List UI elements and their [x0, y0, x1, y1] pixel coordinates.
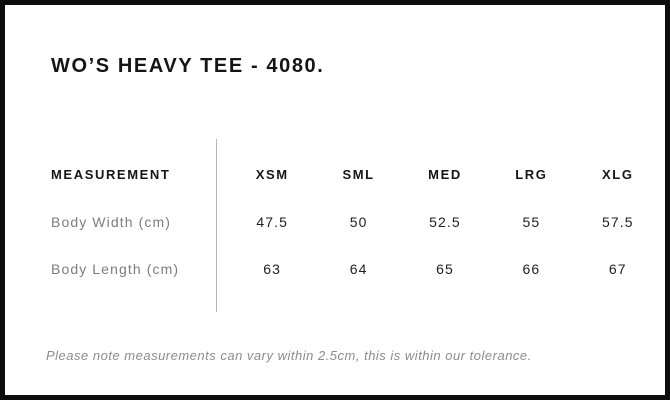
size-header-xsm: XSM: [255, 167, 289, 182]
body-length-lrg: 66: [522, 260, 541, 277]
row-label-body-width: Body Width (cm): [51, 213, 171, 230]
size-header-med: MED: [428, 167, 462, 182]
measurement-column-header: MEASUREMENT: [51, 167, 171, 182]
size-header-sml: SML: [342, 167, 375, 182]
body-width-med: 52.5: [429, 213, 461, 230]
body-width-sml: 50: [349, 213, 368, 230]
body-width-xsm: 47.5: [256, 213, 289, 230]
body-length-xlg: 67: [608, 260, 627, 277]
body-width-xlg: 57.5: [601, 213, 634, 230]
body-length-med: 65: [436, 260, 454, 277]
size-header-xlg: XLG: [602, 167, 634, 182]
tolerance-note: Please note measurements can vary within 2.5cm, this is within our tolerance.: [46, 348, 532, 363]
body-width-lrg: 55: [522, 213, 541, 230]
body-length-xsm: 63: [263, 260, 282, 277]
size-table: [51, 151, 661, 292]
row-label-body-length: Body Length (cm): [51, 260, 180, 277]
size-header-lrg: LRG: [515, 167, 548, 182]
body-length-sml: 64: [349, 260, 368, 277]
product-title: WO’S HEAVY TEE - 4080.: [51, 55, 325, 77]
